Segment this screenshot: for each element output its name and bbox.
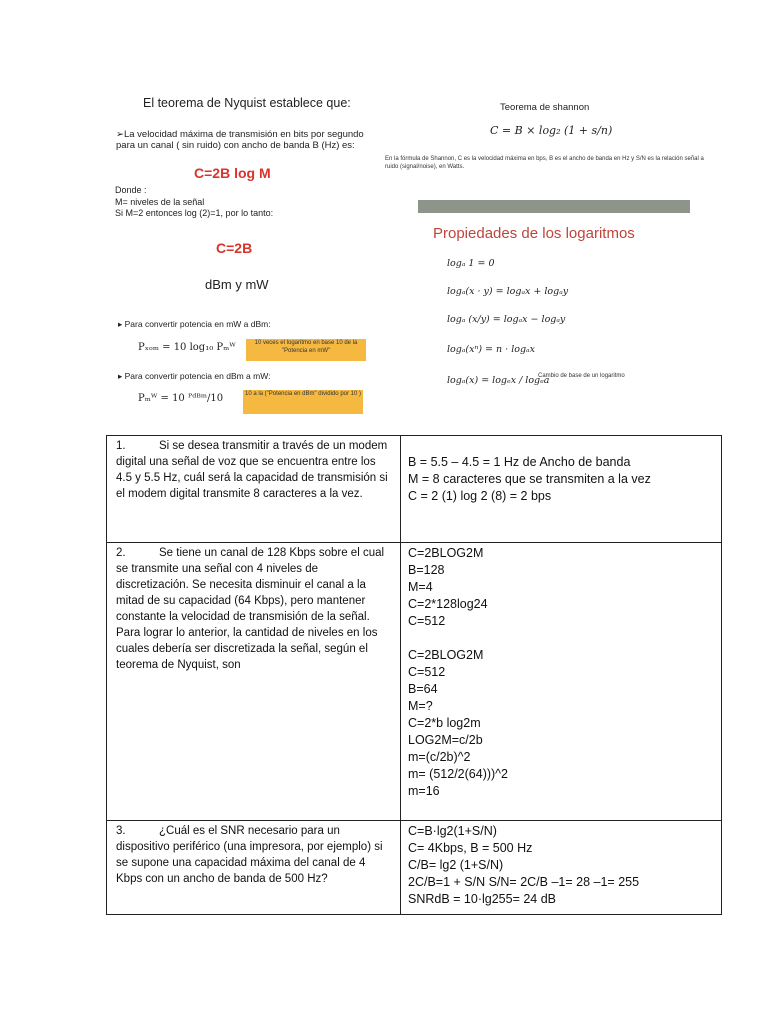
- conversion-dbm-to-mw-note: 10 a la ("Potencia en dBm" dividido por 10 ): [243, 390, 363, 414]
- question-text: Si se desea transmitir a través de un modem digital una señal de voz que se encuentra entre los 4.5 y 5.5 Hz, cuál será la capacidad de transmisión si el modem digital transmite 8 caracteres a la vez.: [116, 440, 388, 500]
- answer-line: m= (512/2(64)))^2: [408, 767, 508, 781]
- nyquist-formula: C=2B log M: [194, 165, 271, 181]
- answer-line: C=B·lg2(1+S/N): [408, 824, 497, 838]
- question-number: 2.: [116, 547, 126, 559]
- table-row: [107, 436, 722, 543]
- answer-line: M=?: [408, 699, 433, 713]
- shannon-formula: C = B × log₂ (1 + s/n): [490, 124, 613, 137]
- answer-line: C=512: [408, 665, 446, 679]
- conversion-mw-to-dbm-note: 10 veces el logaritmo en base 10 de la "Potencia en mW": [246, 339, 366, 361]
- question-cell: [107, 436, 401, 543]
- log-property-2: logₐ(x · y) = logₐx + logₐy: [447, 286, 569, 297]
- question-text: Se tiene un canal de 128 Kbps sobre el cual se transmite una señal con 4 niveles de discretización. Se necesita disminuir el canal a la mitad de su capacidad (64 Kbps), pero mantener constante la velocidad de transmisión de la señal. Para lograr lo anterior, la cantidad de niveles en los cuales debería ser discretizada la señal, según el teorema de Nyquist, son: [116, 547, 385, 671]
- dbm-title: dBm y mW: [205, 277, 269, 292]
- log-property-4: logₐ(xⁿ) = n · logₐx: [447, 344, 535, 355]
- answer-line: C=2BLOG2M: [408, 648, 484, 662]
- shannon-title: Teorema de shannon: [500, 102, 590, 113]
- answer-line: m=16: [408, 784, 440, 798]
- answer-cell: [401, 436, 722, 543]
- nyquist-title: El teorema de Nyquist establece que:: [143, 96, 351, 110]
- answer-line: C=2BLOG2M: [408, 546, 484, 560]
- answer-cell: [401, 543, 722, 821]
- conversion-mw-to-dbm-formula: Pₓₒₘ = 10 log₁₀ Pₘᵂ: [138, 342, 236, 353]
- answer-line: B=128: [408, 563, 445, 577]
- answer-line: SNRdB = 10·lg255= 24 dB: [408, 892, 557, 906]
- log-property-3: logₐ (x/y) = logₐx − logₐy: [447, 314, 566, 325]
- question-number: 1.: [116, 440, 126, 452]
- answer-line: M=4: [408, 580, 433, 594]
- answer-line: C=2*b log2m: [408, 716, 481, 730]
- answer-line: 2C/B=1 + S/N S/N= 2C/B –1= 28 –1= 255: [408, 875, 640, 889]
- nyquist-bullet: ➢La velocidad máxima de transmisión en bits por segundo para un canal ( sin ruido) con ancho de banda B (Hz) es:: [116, 129, 364, 151]
- question-cell: [107, 821, 401, 915]
- table-row: [107, 821, 722, 915]
- conversion-dbm-to-mw: ▸ Para convertir potencia en dBm a mW:: [118, 371, 271, 381]
- log-change-base-note: Cambio de base de un logaritmo: [538, 373, 625, 379]
- log-properties-title: Propiedades de los logaritmos: [433, 225, 635, 242]
- donde-label: Donde :: [115, 185, 147, 195]
- divider-bar: [418, 200, 690, 213]
- answer-line: m=(c/2b)^2: [408, 750, 471, 764]
- answer-cell: [401, 821, 722, 915]
- answer-line: C= 4Kbps, B = 500 Hz: [408, 841, 533, 855]
- answer-line: B = 5.5 – 4.5 = 1 Hz de Ancho de banda: [408, 455, 631, 469]
- shannon-description: En la fórmula de Shannon, C es la velocidad máxima en bps, B es el ancho de banda en Hz y S/N es la relación señal a ruido (signal/noise), en Watts.: [385, 156, 704, 170]
- answer-line: LOG2M=c/2b: [408, 733, 483, 747]
- log-property-5: logₐ(x) = logₑx / logₑa: [447, 375, 550, 386]
- nyquist-result: C=2B: [216, 240, 253, 256]
- question-text: ¿Cuál es el SNR necesario para un dispositivo periférico (una impresora, por ejemplo) si se supone una capacidad máxima del canal de 4 Kbps con un ancho de banda de 500 Hz?: [116, 825, 383, 885]
- m-equation: Si M=2 entonces log (2)=1, por lo tanto:: [115, 208, 274, 218]
- question-cell: [107, 543, 401, 821]
- question-number: 3.: [116, 825, 126, 837]
- exercise-table: [106, 435, 722, 915]
- answer-line: B=64: [408, 682, 438, 696]
- answer-line: C = 2 (1) log 2 (8) = 2 bps: [408, 489, 552, 503]
- log-property-1: logₐ 1 = 0: [447, 258, 495, 269]
- answer-line: C=512: [408, 614, 446, 628]
- nyquist-definitions: [115, 185, 375, 220]
- answer-line: C=2*128log24: [408, 597, 488, 611]
- conversion-dbm-to-mw-formula: Pₘᵂ = 10 ᴾᵈᴮᵐ/10: [138, 393, 224, 404]
- answer-line: M = 8 caracteres que se transmiten a la vez: [408, 472, 651, 486]
- m-definition: M= niveles de la señal: [115, 196, 205, 207]
- table-row: [107, 543, 722, 821]
- answer-line: C/B= lg2 (1+S/N): [408, 858, 504, 872]
- conversion-mw-to-dbm: ▸ Para convertir potencia en mW a dBm:: [118, 319, 271, 329]
